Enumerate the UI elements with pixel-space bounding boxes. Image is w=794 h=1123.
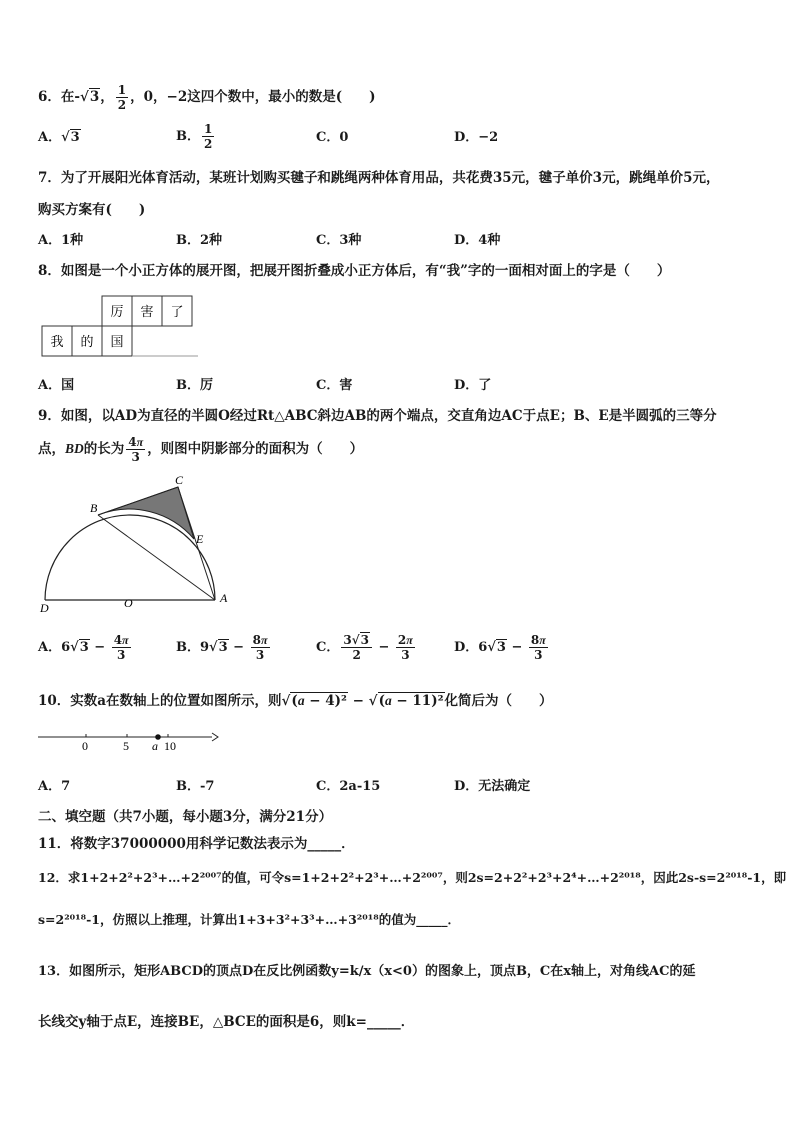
q9-line1: 9．如图，以AD为直径的半圆O经过Rt△ABC斜边AB的两个端点，交直角边AC于点E；B、E是半圆弧的三等分 [38,408,717,424]
net-cell-hai: 害 [140,304,154,319]
q7-line1: 7．为了开展阳光体育活动，某班计划购买毽子和跳绳两种体育用品，共花费35元，毽子单价3元，跳绳单价5元， [38,170,720,186]
q7-option-d[interactable]: D．4种 [454,233,501,248]
q10-stem: 10．实数a在数轴上的位置如图所示，则√(a − 4)² − √(a − 11)²化简后为（ ） [38,693,553,709]
label-b: B [90,501,98,515]
q10-option-c[interactable]: C．2a-15 [316,779,381,794]
q13-line2: 长线交y轴于点E，连接BE，△BCE的面积是6，则k=_____． [38,1014,415,1030]
q12-line2: s=2²⁰¹⁸-1，仿照以上推理，计算出1+3+3²+3³+…+3²⁰¹⁸的值为_____． [38,912,460,927]
q9-option-d[interactable]: D．6√3 − $\frac{8\pi}{3}$ [454,633,546,662]
q10-option-d[interactable]: D．无法确定 [454,779,531,794]
axis-label-a: a [152,739,158,753]
q13-line1: 13．如图所示，矩形ABCD的顶点D在反比例函数y=k/x（x<0）的图象上，顶点B，C在x轴上，对角线AC的延 [38,964,696,979]
q7-option-c[interactable]: C．3种 [316,233,362,248]
axis-label-10: 10 [164,739,176,753]
q8-option-c[interactable]: C．害 [316,378,353,393]
label-a: A [220,591,228,605]
axis-label-5: 5 [123,739,129,753]
number-line-figure [36,726,220,754]
q6-option-b[interactable]: B． $\frac{1}{2}$ [176,122,213,151]
q9-option-a[interactable]: A．6√3 − $\frac{4\pi}{3}$ [38,633,129,662]
axis-label-0: 0 [82,739,88,753]
q6-option-d[interactable]: D．−2 [454,130,499,145]
q10-option-a[interactable]: A．7 [38,779,71,794]
q7-option-b[interactable]: B．2种 [176,233,223,248]
label-d: D [40,601,49,614]
label-o: O [124,596,133,610]
q11-stem: 11．将数字37000000用科学记数法表示为_____． [38,836,355,852]
q9-option-b[interactable]: B．9√3 − $\frac{8\pi}{3}$ [176,633,268,662]
q10-option-b[interactable]: B．-7 [176,779,215,794]
net-cell-guo: 国 [110,334,124,349]
net-cell-li: 厉 [110,304,124,319]
segment-ab [98,515,215,600]
arc-bd-label: BD [65,441,84,456]
q6-option-a[interactable]: A．√3 [38,130,80,145]
q9-line2: 点，BD的长为 $\frac{4\pi}{3}$ ，则图中阴影部分的面积为（ ） [38,435,364,464]
q7-line2: 购买方案有( ) [38,202,146,218]
label-c: C [175,473,184,487]
arrow-right-icon [212,733,218,741]
net-cell-de: 的 [80,334,94,349]
q12-line1: 12．求1+2+2²+2³+…+2²⁰⁰⁷的值，可令s=1+2+2²+2³+…+2²⁰⁰⁷，则2s=2+2²+2³+2⁴+…+2²⁰¹⁸，因此2s-s=2²⁰¹⁸-1，即 [38,870,787,885]
label-e: E [196,532,204,546]
section-fill-in-heading: 二、填空题（共7小题，每小题3分，满分21分） [38,809,333,825]
q7-option-a[interactable]: A．1种 [38,233,84,248]
semicircle-figure [30,472,240,614]
q8-option-a[interactable]: A．国 [38,378,75,393]
net-cell-wo: 我 [50,334,64,349]
q9-option-c[interactable]: C． $\frac{3√3}{2}$ − $\frac{2\pi}{3}$ [316,633,413,662]
cube-net-figure [38,294,203,360]
q6-option-c[interactable]: C．0 [316,130,349,145]
q6-stem: 6．在-√3， $\frac{1}{2}$ ，0，−2这四个数中，最小的数是( ) [38,83,376,112]
q8-option-d[interactable]: D．了 [454,378,492,393]
q8-stem: 8．如图是一个小正方体的展开图，把展开图折叠成小正方体后，有“我”字的一面相对面上的字是（ ） [38,263,671,279]
net-cell-le: 了 [170,304,184,319]
q8-option-b[interactable]: B．厉 [176,378,213,393]
